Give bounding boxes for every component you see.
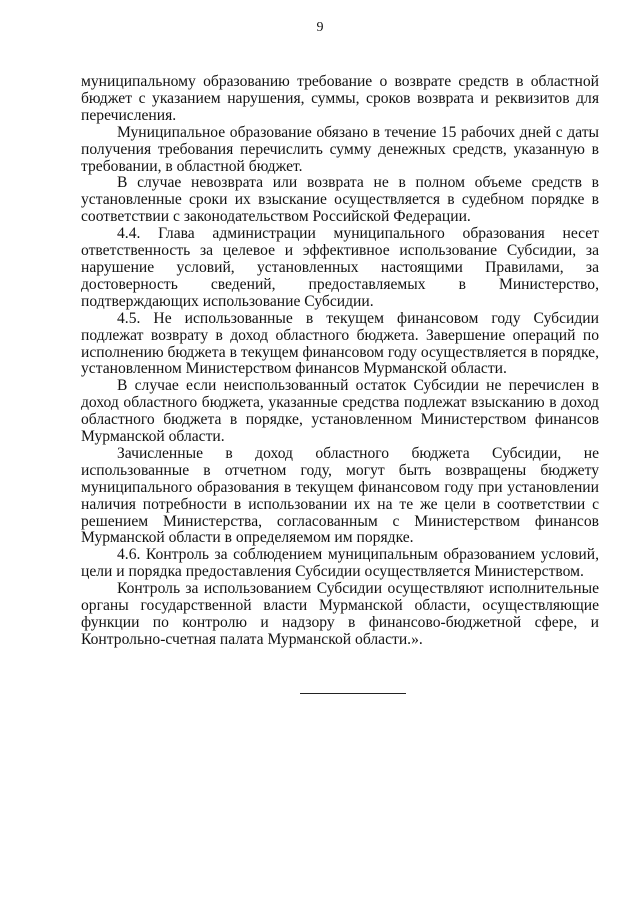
paragraph-4-4: 4.4. Глава администрации муниципального образования несет ответственность за целевое и эффективное использование Субсидии, за нарушение условий, установленных настоящими Правилами, за достоверность сведений, предоставляемых в Министерство, подтверждающих использование Субсидии.	[81, 225, 599, 310]
paragraph-unused-balance: В случае если неиспользованный остаток Субсидии не перечислен в доход областного бюджета, указанные средства подлежат взысканию в доход областного бюджета в порядке, установленном Министерством финансов Мурманской области.	[81, 377, 599, 446]
paragraph-returned-subsidies: Зачисленные в доход областного бюджета Субсидии, не использованные в отчетном году, могут быть возвращены бюджету муниципального образования в текущем финансовом году при установлении наличия потребности в использовании их на те же цели в соответствии с решением Министерства, согласованным с Министерством финансов Мурманской области в определяемом им порядке.	[81, 444, 599, 547]
end-divider-line	[300, 693, 406, 694]
paragraph-continuation: муниципальному образованию требование о возврате средств в областной бюджет с указанием нарушения, суммы, сроков возврата и реквизитов для перечисления.	[81, 73, 599, 124]
paragraph-control-bodies: Контроль за использованием Субсидии осуществляют исполнительные органы государственной власти Мурманской области, осуществляющие функции по контролю и надзору в финансово-бюджетной сфере, и Контрольно-счетная палата Мурманской области.».	[81, 580, 599, 648]
paragraph-4-5: 4.5. Не использованные в текущем финансовом году Субсидии подлежат возврату в доход областного бюджета. Завершение операций по исполнению бюджета в текущем финансовом году осуществляется в порядке, установленном Министерством финансов Мурманской области.	[81, 309, 599, 378]
document-body	[81, 74, 599, 649]
paragraph-judicial-recovery: В случае невозврата или возврата не в полном объеме средств в установленные сроки их взыскание осуществляется в судебном порядке в соответствии с законодательством Российской Федерации.	[81, 174, 599, 226]
paragraph-return-deadline: Муниципальное образование обязано в течение 15 рабочих дней с даты получения требования перечислить сумму денежных средств, указанную в требовании, в областной бюджет.	[81, 123, 599, 175]
paragraph-4-6: 4.6. Контроль за соблюдением муниципальным образованием условий, цели и порядка предоставления Субсидии осуществляется Министерством.	[81, 546, 599, 581]
page-number: 9	[316, 20, 324, 35]
